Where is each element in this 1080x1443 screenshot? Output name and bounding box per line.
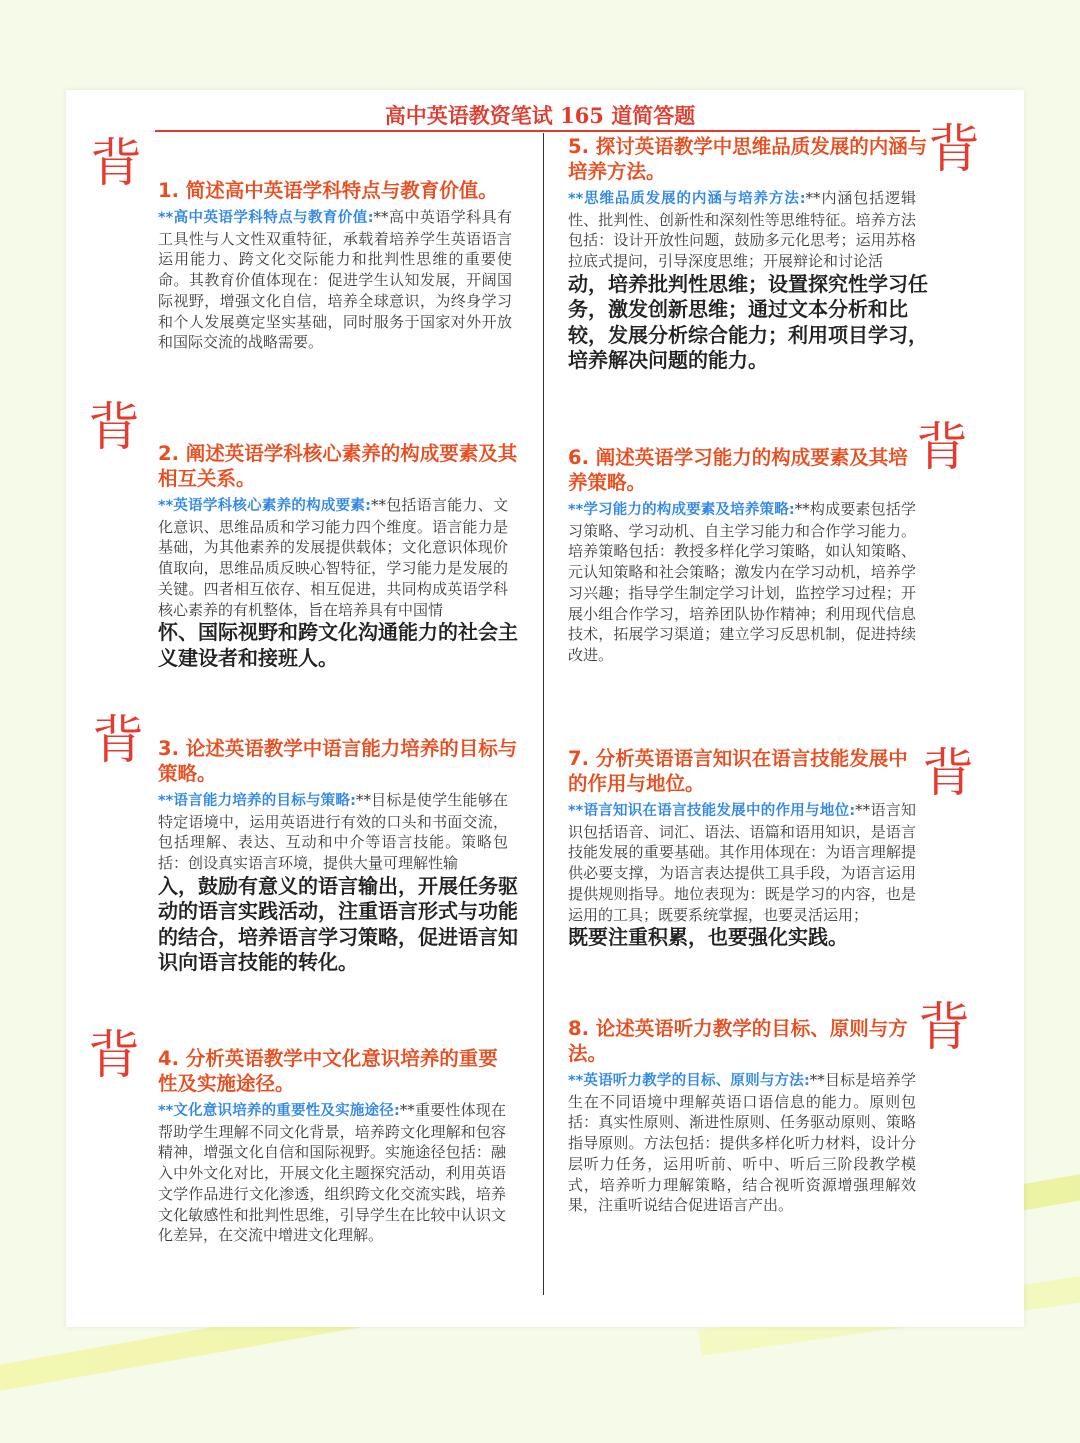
recite-marker: 背: [92, 711, 145, 771]
question-answer: [568, 800, 916, 925]
title-underline: [155, 130, 920, 132]
answer-text: **构成要素包括学习策略、学习动机、自主学习能力和合作学习能力。培养策略包括：教授多样化学习策略，如认知策略、元认知策略和社会策略；激发内在学习动机，培养学习兴趣；指导学生制定学习计划，监控学习过程；开展小组合作学习，培养团队协作精神；利用现代信息技术，拓展学习渠道；建立学习反思机制，促进持续改进。: [568, 500, 916, 664]
question-7: [568, 746, 923, 951]
answer-keyword: **语言知识在语言技能发展中的作用与地位:: [568, 803, 856, 819]
answer-text: **重要性体现在帮助学生理解不同文化背景，培养跨文化理解和包容精神，增强文化自信和国际视野。实施途径包括：融入中外文化对比，开展文化主题探究活动，利用英语文学作品进行文化渗透，组织跨文化交流实践，培养文化敏感性和批判性思维，引导学生在比较中认识文化差异，在交流中增进文化理解。: [158, 1101, 506, 1245]
page-title: 高中英语教资笔试 165 道简答题: [384, 103, 696, 128]
question-title: 6. 阐述英语学习能力的构成要素及其培养策略。: [568, 446, 908, 494]
recite-marker: 背: [88, 1026, 141, 1086]
question-answer: [158, 1100, 506, 1246]
question-title: 7. 分析英语语言知识在语言技能发展中的作用与地位。: [568, 747, 908, 795]
recite-marker: 背: [916, 418, 969, 478]
background-stripe: [0, 0, 1080, 85]
question-title: 5. 探讨英语教学中思维品质发展的内涵与培养方法。: [568, 135, 928, 183]
question-answer: [158, 790, 508, 874]
answer-keyword: **英语听力教学的目标、原则与方法:: [568, 1073, 810, 1089]
answer-text: **目标是培养学生在不同语境中理解英语口语信息的能力。原则包括：真实性原则、渐进性原则、任务驱动原则、策略指导原则。方法包括：提供多样化听力材料，设计分层听力任务，运用听前、听中、听后三阶段教学模式，培养听力理解策略，结合视听资源增强理解效果，注重听说结合促进语言产出。: [568, 1071, 916, 1215]
answer-text: **包括语言能力、文化意识、思维品质和学习能力四个维度。语言能力是基础，为其他素养的发展提供载体；文化意识体现价值取向，思维品质反映心智特征，学习能力是发展的关键。四者相互依存、相互促进，共同构成英语学科核心素养的有机整体，旨在培养具有中国情: [158, 496, 508, 619]
question-answer: [568, 1070, 916, 1216]
answer-continuation: 入，鼓励有意义的语言输出，开展任务驱动的语言实践活动，注重语言形式与功能的结合，培养语言学习策略，促进语言知识向语言技能的转化。: [158, 873, 518, 975]
question-5: [568, 134, 928, 374]
answer-keyword: **文化意识培养的重要性及实施途径:: [158, 1103, 400, 1119]
question-1: [158, 178, 512, 353]
recite-marker: 背: [918, 998, 971, 1058]
recite-marker: 背: [88, 398, 141, 458]
recite-marker: 背: [922, 744, 975, 804]
answer-keyword: **英语学科核心素养的构成要素:: [158, 498, 371, 514]
answer-text: **目标是使学生能够在特定语境中，运用英语进行有效的口头和书面交流，包括理解、表达、互动和中介等语言技能。策略包括：创设真实语言环境，提供大量可理解性输: [158, 791, 508, 873]
question-4: [158, 1046, 512, 1246]
recite-marker: 背: [90, 134, 143, 194]
answer-continuation: 既要注重积累，也要强化实践。: [568, 925, 848, 950]
answer-text: **内涵包括逻辑性、批判性、创新性和深刻性等思维特征。培养方法包括：设计开放性问题，鼓励多元化思考；运用苏格拉底式提问，引导深度思维；开展辩论和讨论活: [568, 189, 916, 271]
answer-keyword: **高中英语学科特点与教育价值:: [158, 210, 374, 226]
answer-keyword: **学习能力的构成要素及培养策略:: [568, 502, 795, 518]
background-stripe: [0, 0, 1080, 65]
answer-keyword: **语言能力培养的目标与策略:: [158, 793, 356, 809]
answer-continuation: 怀、国际视野和跨文化沟通能力的社会主义建设者和接班人。: [158, 620, 518, 670]
answer-text: **高中英语学科具有工具性与人文性双重特征，承载着培养学生英语语言运用能力、跨文化交际能力和批判性思维的重要使命。其教育价值体现在：促进学生认知发展，开阔国际视野，增强文化自信，培养全球意识，为终身学习和个人发展奠定坚实基础，同时服务于国家对外开放和国际交流的战略需要。: [158, 208, 512, 352]
answer-text: **语言知识包括语音、词汇、语法、语篇和语用知识，是语言技能发展的重要基础。其作用体现在：为语言理解提供必要支撑，为语言表达提供工具手段，为语言运用提供规则指导。地位表现为：既是学习的内容，也是运用的工具；既要系统掌握，也要灵活运用；: [568, 801, 916, 924]
question-title: 4. 分析英语教学中文化意识培养的重要性及实施途径。: [158, 1047, 498, 1095]
question-6: [568, 445, 923, 666]
question-title: 1. 简述高中英语学科特点与教育价值。: [158, 179, 498, 202]
question-answer: [158, 495, 508, 620]
question-3: [158, 736, 520, 976]
column-divider: [543, 133, 544, 1295]
question-answer: [158, 207, 512, 353]
question-title: 2. 阐述英语学科核心素养的构成要素及其相互关系。: [158, 442, 518, 490]
question-8: [568, 1016, 923, 1216]
answer-keyword: **思维品质发展的内涵与培养方法:: [568, 191, 806, 207]
answer-continuation: 动，培养批判性思维；设置探究性学习任务，激发创新思维；通过文本分析和比较，发展分析综合能力；利用项目学习，培养解决问题的能力。: [568, 271, 928, 373]
question-title: 3. 论述英语教学中语言能力培养的目标与策略。: [158, 737, 518, 785]
question-title: 8. 论述英语听力教学的目标、原则与方法。: [568, 1017, 908, 1065]
recite-marker: 背: [928, 120, 981, 180]
question-answer: [568, 188, 916, 272]
question-2: [158, 441, 518, 671]
question-answer: [568, 499, 916, 666]
